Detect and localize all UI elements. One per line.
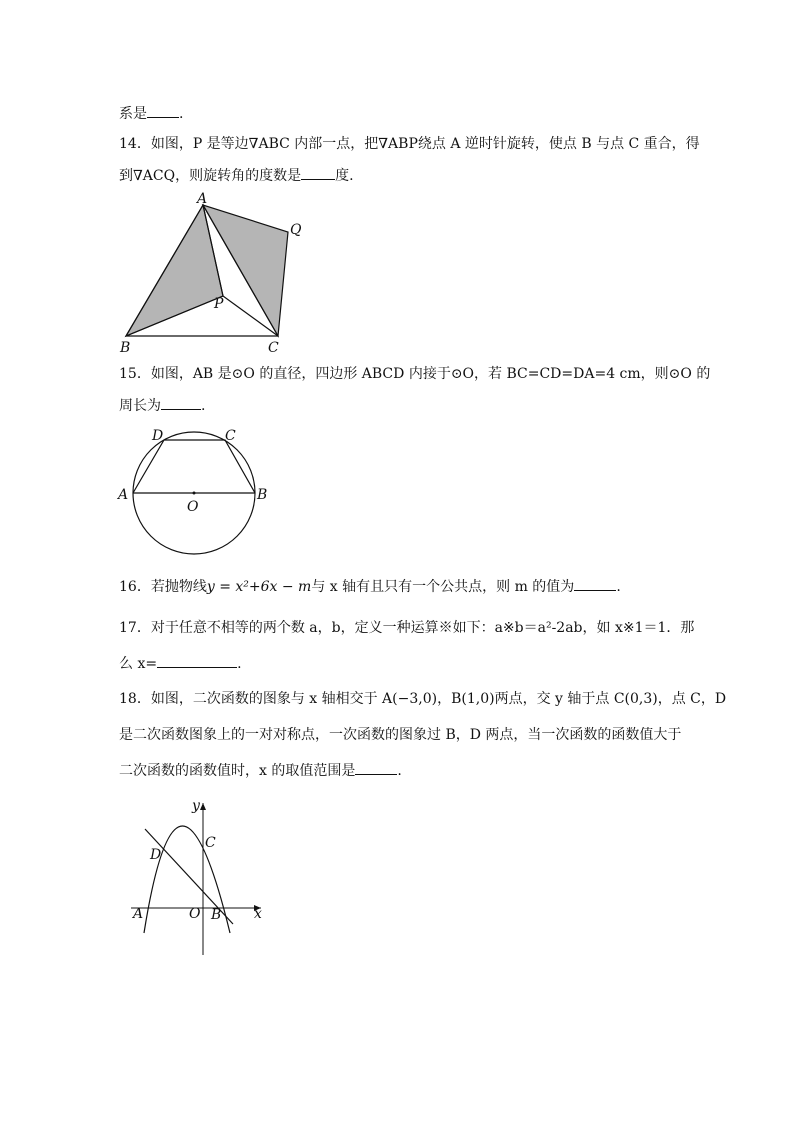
q14-line-2: 到∇ACQ，则旋转角的度数是 度. [119, 165, 354, 186]
q14-line-1: 14．如图，P 是等边∇ABC 内部一点，把∇ABP绕点 A 逆时针旋转，使点 B 与点 C 重合，得 [119, 136, 700, 152]
label-b: B [257, 487, 268, 503]
label-b: B [120, 340, 131, 356]
q18-line-3: 二次函数的函数值时，x 的取值范围是 . [119, 760, 402, 781]
q18-answer-blank [355, 760, 397, 775]
label-d: D [152, 428, 164, 444]
q13-tail-line: 系是 . [119, 103, 183, 124]
y-axis-arrow [200, 803, 206, 810]
q13-answer-blank [147, 103, 179, 118]
center-point [193, 492, 196, 495]
label-x: x [254, 906, 262, 922]
label-c: C [268, 340, 279, 356]
label-y: y [192, 798, 200, 814]
q16-line: 16．若抛物线y = x²+6x − m与 x 轴有且只有一个公共点，则 m 的值为 . [119, 576, 621, 597]
q17-line-2: 么 x= . [119, 653, 242, 674]
q17-answer-blank [157, 653, 237, 668]
q14-triangle-figure [110, 190, 330, 360]
q14-answer-blank [301, 165, 335, 180]
q18-line-1: 18．如图，二次函数的图象与 x 轴相交于 A(−3,0)，B(1,0)两点，交 y 轴于点 C(0,3)，点 C，D [119, 691, 727, 707]
label-a: A [197, 191, 208, 207]
label-o: O [187, 499, 199, 515]
label-a: A [118, 487, 129, 503]
q15-line-2: 周长为 . [119, 395, 205, 416]
label-o: O [189, 906, 201, 922]
label-p: P [214, 296, 224, 312]
q17-line-1: 17．对于任意不相等的两个数 a，b，定义一种运算※如下：a※b＝a²-2ab，如 x※1＝1．那 [119, 620, 695, 636]
q15-answer-blank [161, 395, 201, 410]
label-c: C [225, 428, 236, 444]
label-c: C [205, 835, 216, 851]
label-d: D [150, 847, 162, 863]
q18-line-2: 是二次函数图象上的一对对称点，一次函数的图象过 B，D 两点，当一次函数的函数值大于 [119, 727, 682, 743]
label-q: Q [290, 222, 302, 238]
quadrilateral-sides [133, 440, 255, 493]
q16-formula: y = x²+6x − m [206, 579, 312, 595]
q13-text: 系是 [119, 106, 147, 122]
q16-answer-blank [574, 576, 616, 591]
q15-circle-figure [112, 420, 277, 560]
q18-graph-figure [125, 795, 275, 960]
label-a: A [133, 906, 144, 922]
label-b: B [211, 907, 222, 923]
q15-line-1: 15．如图，AB 是⊙O 的直径，四边形 ABCD 内接于⊙O，若 BC=CD=DA=4 cm，则⊙O 的 [119, 366, 711, 382]
